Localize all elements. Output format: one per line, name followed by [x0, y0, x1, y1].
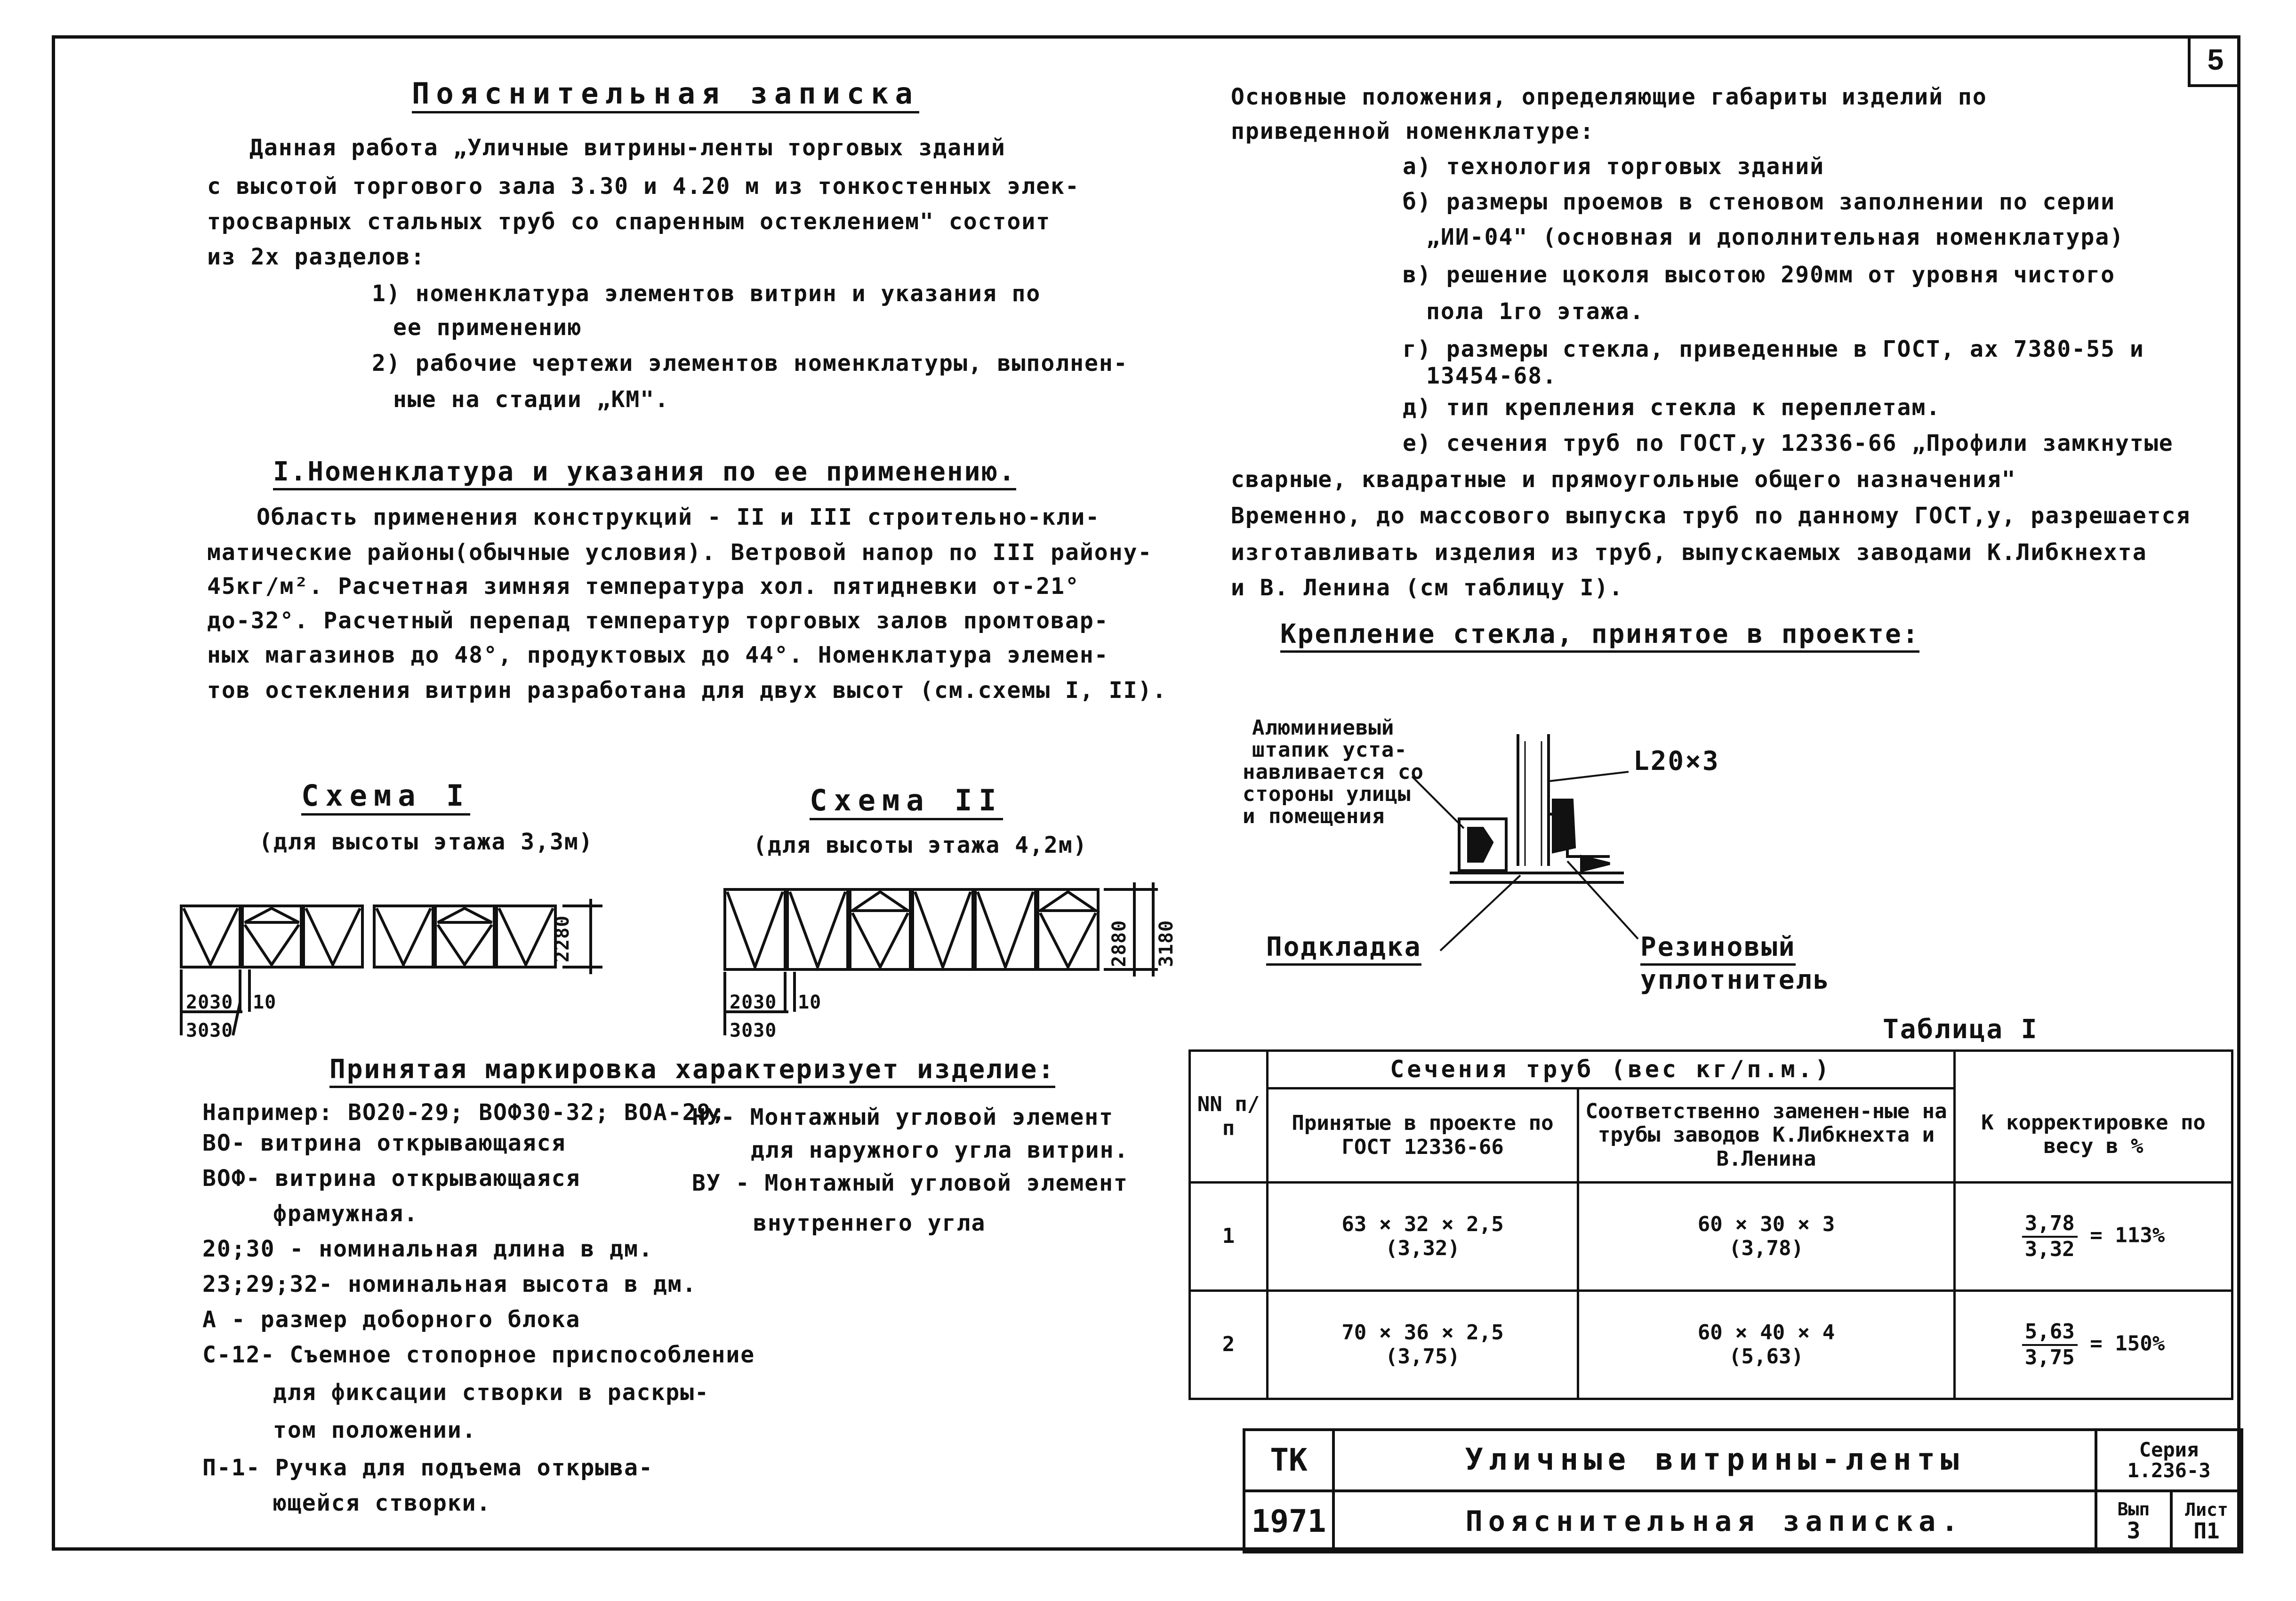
- table-caption: Таблица I: [1883, 1014, 2039, 1045]
- intro-line: тросварных стальных труб со спаренным остеклением" состоит: [207, 208, 1051, 235]
- seal-label: Резиновый: [1640, 934, 1796, 966]
- part1-line: Область применения конструкций - II и III строительно-кли-: [257, 504, 1100, 530]
- bead-label: и помещения: [1243, 804, 1385, 828]
- scheme1-title: Схема I: [301, 781, 470, 816]
- part1-line: тов остекления витрин разработана для двух высот (см.схемы I, II).: [207, 677, 1167, 704]
- scheme2-title: Схема II: [810, 786, 1003, 820]
- right-line: д) тип крепления стекла к переплетам.: [1403, 394, 1941, 421]
- marking-line: внутреннего угла: [753, 1210, 986, 1236]
- scheme1-window: [181, 906, 240, 967]
- intro-line: из 2х разделов:: [207, 244, 425, 270]
- stamp-year: 1971: [1244, 1491, 1333, 1552]
- table-header-correction: К корректировке по весу в %: [1955, 1089, 2232, 1183]
- seal-label: уплотнитель: [1640, 965, 1830, 995]
- section-item: 2) рабочие чертежи элементов номенклатуры, выполнен-: [372, 350, 1128, 376]
- scheme2-subtitle: (для высоты этажа 4,2м): [753, 832, 1088, 858]
- part1-line: матические районы(обычные условия). Ветровой напор по III району-: [207, 539, 1153, 566]
- scheme2-window: [1038, 889, 1098, 969]
- marking-line: ющейся створки.: [273, 1490, 491, 1516]
- scheme1-subtitle: (для высоты этажа 3,3м): [259, 829, 594, 855]
- scheme1-dim-gap: 10: [253, 992, 277, 1013]
- marking-line: 20;30 - номинальная длина в дм.: [202, 1236, 653, 1262]
- section-item: 1) номенклатура элементов витрин и указания по: [372, 280, 1041, 307]
- replaced-size: 60 × 30 × 3: [1697, 1212, 1835, 1236]
- part1-line: до-32°. Расчетный перепад температур торговых залов промтовар-: [207, 608, 1109, 634]
- glass-title: Крепление стекла, принятое в проекте:: [1280, 621, 1919, 653]
- scheme2-window: [975, 889, 1036, 969]
- bead-label: Алюминиевый: [1252, 716, 1395, 740]
- marking-line: А - размер доборного блока: [202, 1306, 581, 1333]
- scheme2-window: [725, 889, 785, 969]
- scheme2-dim-width: 2030: [730, 992, 777, 1013]
- scheme2-dim-height: 2880: [1108, 920, 1130, 967]
- part1-title: I.Номенклатура и указания по ее применению.: [273, 459, 1016, 490]
- accepted-size: 70 × 36 × 2,5: [1341, 1320, 1504, 1345]
- replaced-weight: (3,78): [1729, 1236, 1804, 1260]
- stamp-issue-value: 3: [2127, 1517, 2141, 1544]
- scheme2-window: [787, 889, 848, 969]
- right-line: и В. Ленина (см таблицу I).: [1231, 575, 1624, 601]
- right-line: изготавливать изделия из труб, выпускаемых заводами К.Либкнехта: [1231, 539, 2147, 566]
- stamp-org: ТК: [1244, 1430, 1333, 1491]
- marking-line: ВО- витрина открывающаяся: [202, 1130, 566, 1156]
- stamp-issue-label: Вып: [2117, 1498, 2150, 1520]
- scheme2-window: [913, 889, 973, 969]
- scheme1-window: [497, 906, 555, 967]
- marking-line: для фиксации створки в раскры-: [273, 1379, 709, 1406]
- marking-line: Например: ВО20-29; ВОФ30-32; ВОА-29;: [202, 1099, 726, 1126]
- glass-fixing-detail: [1412, 734, 1638, 951]
- ratio-denominator: 3,75: [2024, 1345, 2075, 1369]
- scheme2-dim-total: 3030: [730, 1020, 777, 1041]
- page-title: Пояснительная записка: [412, 79, 919, 113]
- right-line: приведенной номенклатуре:: [1231, 118, 1595, 144]
- marking-line: С-12- Съемное стопорное приспособление: [202, 1342, 755, 1368]
- right-line: б) размеры проемов в стеновом заполнении по серии: [1403, 189, 2116, 215]
- stamp-series-label: Серия: [2139, 1438, 2199, 1461]
- ratio-result: = 150%: [2090, 1331, 2165, 1356]
- part1-line: 45кг/м². Расчетная зимняя температура хол. пятидневки от-21°: [207, 573, 1080, 600]
- scheme1-diagram: [181, 899, 602, 1035]
- scheme2-dim-height-total: 3180: [1156, 920, 1177, 967]
- scheme1-dim-total: 3030: [186, 1020, 233, 1041]
- intro-line: Данная работа „Уличные витрины-ленты торговых зданий: [249, 135, 1006, 161]
- table-header-replaced: Соответственно заменен-ные на трубы заводов К.Либкнехта и В.Ленина: [1578, 1089, 1955, 1183]
- right-line: 13454-68.: [1426, 363, 1557, 389]
- replaced-weight: (5,63): [1729, 1344, 1804, 1369]
- intro-line: с высотой торгового зала 3.30 и 4.20 м из тонкостенных элек-: [207, 173, 1080, 200]
- table-header-num: NN п/п: [1190, 1051, 1268, 1183]
- stamp-subtitle: Пояснительная записка.: [1333, 1491, 2096, 1552]
- ratio-denominator: 3,32: [2024, 1237, 2075, 1261]
- marking-line: П-1- Ручка для подъема открыва-: [202, 1455, 653, 1481]
- right-line: пола 1го этажа.: [1426, 298, 1645, 325]
- scheme1-window: [374, 906, 433, 967]
- stamp-title: Уличные витрины-ленты: [1333, 1430, 2096, 1491]
- right-line: в) решение цоколя высотою 290мм от уровня чистого: [1403, 262, 2116, 288]
- right-line: Временно, до массового выпуска труб по данному ГОСТ,у, разрешается: [1231, 503, 2191, 529]
- page-number: 5: [2188, 35, 2240, 87]
- accepted-size: 63 × 32 × 2,5: [1341, 1212, 1504, 1236]
- stamp-sheet-label: Лист: [2185, 1499, 2228, 1520]
- marking-line: для наружного угла витрин.: [751, 1137, 1129, 1163]
- right-line: а) технология торговых зданий: [1403, 153, 1825, 180]
- section-item: ные на стадии „КМ".: [393, 386, 670, 413]
- angle-label: L20×3: [1633, 746, 1720, 776]
- marking-line: ВОФ- витрина открывающаяся: [202, 1165, 581, 1192]
- accepted-weight: (3,32): [1385, 1236, 1460, 1260]
- stamp-series-value: 1.236-3: [2127, 1459, 2211, 1482]
- bead-label: штапик уста-: [1252, 738, 1407, 762]
- table-cell-num: 2: [1190, 1291, 1268, 1399]
- accepted-weight: (3,75): [1385, 1344, 1460, 1369]
- bead-label: навливается со: [1243, 760, 1424, 784]
- right-line: е) сечения труб по ГОСТ,у 12336-66 „Профили замкнутые: [1403, 430, 2174, 456]
- right-line: „ИИ-04" (основная и дополнительная номенклатура): [1426, 224, 2125, 250]
- marking-line: фрамужная.: [273, 1201, 418, 1227]
- right-line: Основные положения, определяющие габариты изделий по: [1231, 84, 1987, 110]
- replaced-size: 60 × 40 × 4: [1697, 1320, 1835, 1345]
- part1-line: ных магазинов до 48°, продуктовых до 44°. Номенклатура элемен-: [207, 642, 1109, 668]
- pad-label: Подкладка: [1266, 934, 1421, 966]
- section-item: ее применению: [393, 314, 582, 341]
- scheme2-dim-gap: 10: [798, 992, 822, 1013]
- marking-line: НУ- Монтажный угловой элемент: [692, 1104, 1114, 1130]
- marking-line: ВУ - Монтажный угловой элемент: [692, 1170, 1128, 1196]
- marking-line: 23;29;32- номинальная высота в дм.: [202, 1271, 697, 1297]
- table-cell-num: 1: [1190, 1183, 1268, 1291]
- stamp-sheet-value: П1: [2193, 1518, 2220, 1544]
- table-header-group: Сечения труб (вес кг/п.м.): [1268, 1051, 1955, 1089]
- scheme2-diagram: [725, 882, 1158, 1035]
- ratio-numerator: 3,78: [2022, 1212, 2078, 1238]
- marking-line: том положении.: [273, 1417, 477, 1443]
- marking-title: Принятая маркировка характеризует изделие:: [329, 1057, 1055, 1088]
- scheme1-window: [304, 906, 362, 967]
- ratio-result: = 113%: [2090, 1223, 2165, 1248]
- ratio-numerator: 5,63: [2022, 1320, 2078, 1346]
- table-header-accepted: Принятые в проекте по ГОСТ 12336-66: [1268, 1089, 1578, 1183]
- scheme1-dim-width: 2030: [186, 992, 233, 1013]
- right-line: г) размеры стекла, приведенные в ГОСТ, ах 7380-55 и: [1403, 336, 2144, 362]
- scheme2-window: [850, 889, 910, 969]
- right-line: сварные, квадратные и прямоугольные общего назначения": [1231, 466, 2016, 493]
- bead-label: стороны улицы: [1243, 782, 1411, 806]
- scheme1-dim-height: 2280: [552, 915, 573, 962]
